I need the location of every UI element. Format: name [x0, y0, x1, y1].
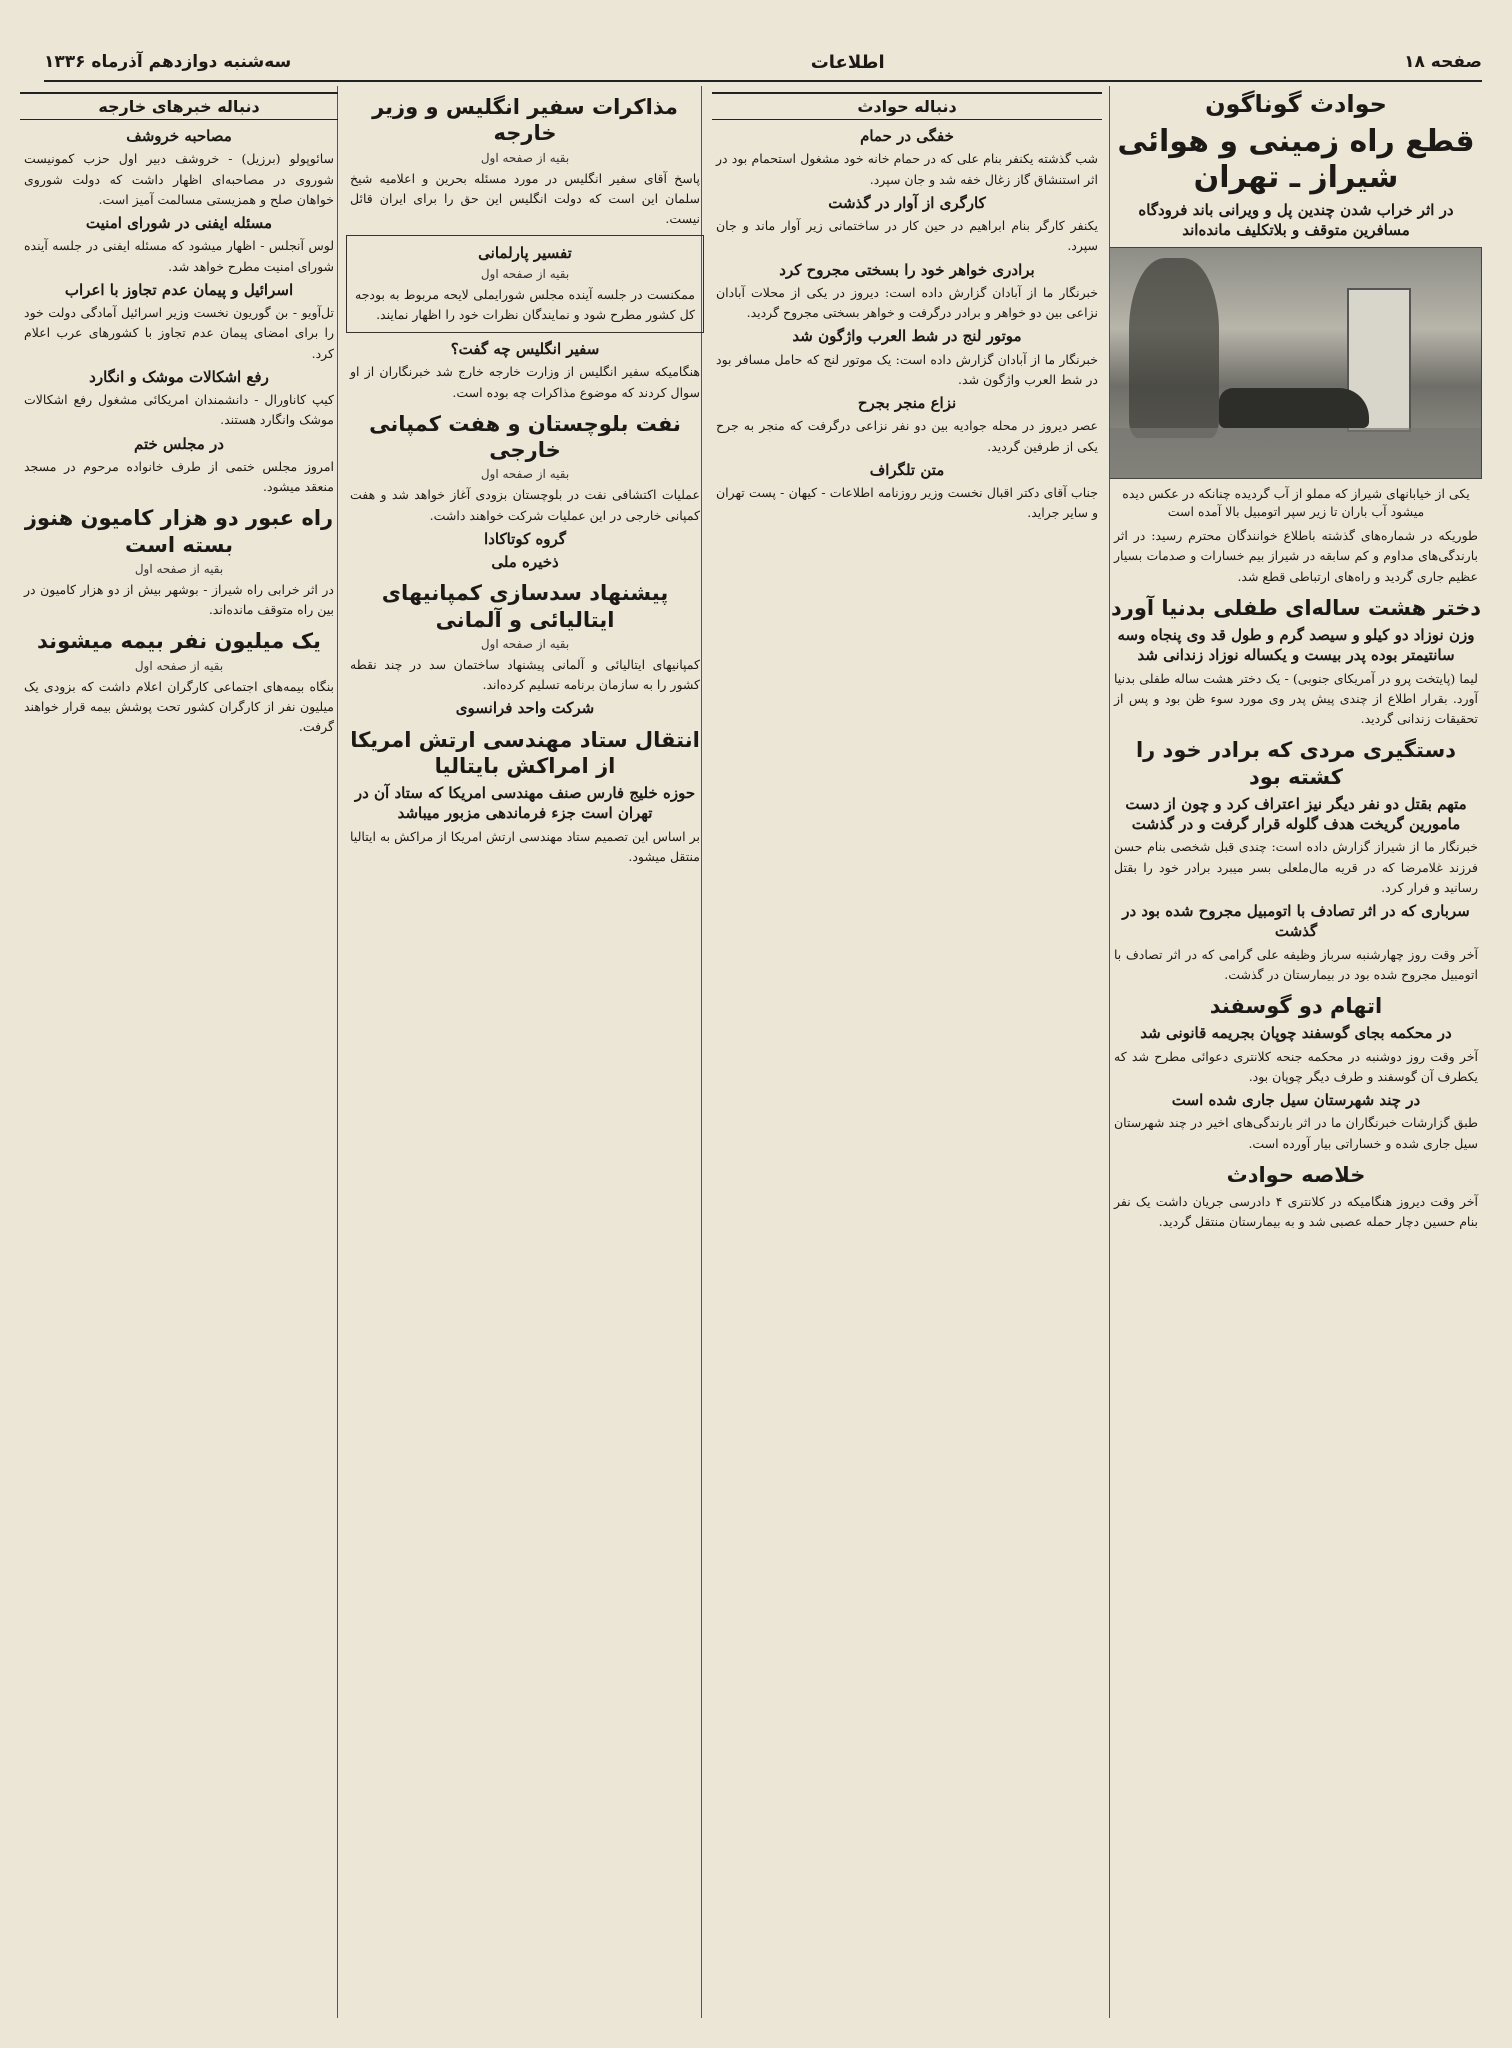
photo-water: [1110, 428, 1481, 478]
article-body: آخر وقت روز دوشنبه در محکمه جنحه کلانتری دعوائی مطرح شد که یکطرف آن گوسفند و طرف دیگر چوپان بود.: [1114, 1048, 1478, 1084]
headline-baluchistan-oil: نفت بلوچستان و هفت کمپانی خارجی: [369, 411, 681, 462]
article-body: عصر دیروز در محله جوادیه بین دو نفر نزاعی درگرفت که منجر به جرح یکی از طرفین گردید.: [716, 418, 1098, 454]
photo-caption: یکی از خیابانهای شیراز که مملو از آب گردیده چنانکه در عکس دیده میشود آب باران تا زیر سپر اتومبیل بالا آمده است: [1122, 485, 1470, 520]
continuation-note: بقیه از صفحه اول: [480, 467, 570, 482]
headline-trucks: راه عبور دو هزار کامیون هنوز بسته است: [24, 506, 334, 557]
headline-ifni: مسئله ایفنی در شورای امنیت: [85, 214, 273, 232]
article-body: بنگاه بیمه‌های اجتماعی کارگران اعلام داشت که بزودی یک میلیون نفر از کارگران کشور تحت پوشش بیمه قرار خواهند گرفت.: [24, 678, 334, 734]
continuation-note: بقیه از صفحه اول: [480, 636, 570, 651]
headline-arrest: دستگیری مردی که برادر خود را کشته بود: [1135, 738, 1457, 789]
headline-suffocation: خفگی در حمام: [860, 127, 954, 145]
column-continued-events: [712, 86, 1102, 527]
article-body: هنگامیکه سفیر انگلیس از وزارت خارجه خارج شد خبرنگاران از او سوال کردند که موضوع مذاکرات چه بوده است.: [350, 364, 700, 400]
subhead-eight-year-old: وزن نوزاد دو کیلو و سیصد گرم و طول قد وی پنجاه وسه سانتیمتر بوده پدر بیست و یکساله نوزاد زندانی شد: [1117, 626, 1475, 665]
section-title: دنباله خبرهای خارجه: [20, 92, 338, 120]
headline-two-sheep: اتهام دو گوسفند: [1209, 994, 1383, 1018]
article-body: لیما (پایتخت پرو در آمریکای جنوبی) - یک دختر هشت ساله طفلی بدنیا آورد. بقرار اطلاع از چندی پیش پدر وی مورد سوء ظن بود و پس از تحقیقات زندانی گردید.: [1114, 670, 1478, 726]
article-body: تل‌آویو - بن گوریون نخست وزیر اسرائیل آمادگی دولت خود را برای امضای پیمان عدم تجاوز با کشورهای عرب اعلام کرد.: [24, 305, 334, 361]
column-miscellaneous-news: [1110, 86, 1482, 1236]
masthead: [44, 44, 1482, 82]
subhead-french-company: شرکت واحد فرانسوی: [455, 699, 595, 718]
article-body: خبرنگار ما از آبادان گزارش داده است: یک موتور لنج که حامل مسافر بود در شط العرب واژگون شد.: [716, 351, 1098, 387]
headline-memorial: در مجلس ختم: [134, 434, 224, 453]
headline-ambassador-talks: مذاکرات سفیر انگلیس و وزیر خارجه: [372, 95, 678, 146]
headline-vanguard: رفع اشکالات موشک و انگارد: [89, 367, 269, 386]
subhead-arrest: متهم بقتل دو نفر دیگر نیز اعتراف کرد و چون از دست مامورین گریخت هدف گلوله قرار گرفت و در گذشت: [1125, 794, 1467, 833]
headline-brother-sister: برادری خواهر خود را بسختی مجروح کرد: [779, 260, 1035, 279]
subhead-two-sheep: در محکمه بجای گوسفند چوپان بجریمه قانونی شد: [1140, 1024, 1452, 1043]
headline-parliament: تفسیر پارلمانی: [478, 244, 572, 263]
headline-dam-proposal: پیشنهاد سدسازی کمپانیهای ایتالیائی و آلمانی: [381, 581, 669, 632]
headline-launch: موتور لنج در شط العرب واژگون شد: [792, 327, 1022, 346]
article-body: در اثر خرابی راه شیراز - بوشهر بیش از دو هزار کامیون در بین راه متوقف مانده‌اند.: [24, 581, 334, 617]
section-title: دنباله حوادث: [712, 92, 1102, 120]
headline-floods: در چند شهرستان سیل جاری شده است: [1171, 1091, 1421, 1109]
flood-photo: [1110, 247, 1482, 479]
article-body: آخر وقت دیروز هنگامیکه در کلانتری ۴ دادرسی جریان داشت یک نفر بنام حسین دچار حمله عصبی شد و به بیمارستان منتقل گردید.: [1114, 1194, 1478, 1230]
headline-telegram: متن تلگراف: [869, 460, 945, 479]
headline-shiraz-road: قطع راه زمینی و هوائی شیراز ـ تهران: [1117, 124, 1475, 195]
article-body: خبرنگار ما از شیراز گزارش داده است: چندی قبل شخصی بنام حسن فرزند غلامرضا که در قریه مال‌ملعلی بسر میبرد برادر خود را بقتل رسانید و فرار کرد.: [1114, 839, 1478, 895]
column-foreign-news: [20, 86, 338, 740]
article-body: کمپانیهای ایتالیائی و آلمانی پیشنهاد ساختمان سد در چند نقطه کشور را به سازمان برنامه تسلیم کرده‌اند.: [350, 656, 700, 692]
paper-name: اطلاعات: [810, 51, 885, 73]
headline-soldier-accident: سرباری که در اثر تصادف با اتومبیل مجروح شده بود در گذشت: [1122, 902, 1470, 941]
section-title: حوادث گوناگون: [1205, 90, 1387, 118]
article-body: جناب آقای دکتر اقبال نخست وزیر روزنامه اطلاعات - کیهان - پست تهران و سایر جراید.: [716, 485, 1098, 521]
subhead-shiraz-road: در اثر خراب شدن چندین پل و ویرانی باند فرودگاه مسافرین متوقف و بلاتکلیف مانده‌اند: [1138, 201, 1454, 240]
photo-tree: [1129, 258, 1219, 438]
article-body: بر اساس این تصمیم ستاد مهندسی ارتش امریکا از مراکش به ایتالیا منتقل میشود.: [350, 828, 700, 864]
article-body: لوس آنجلس - اظهار میشود که مسئله ایفنی در جلسه آینده شورای امنیت مطرح خواهد شد.: [24, 238, 334, 274]
article-body: ممکنست در جلسه آینده مجلس شورایملی لایحه مربوط به بودجه کل کشور مطرح شود و نمایندگان نظرات خود را اظهار نمایند.: [355, 286, 695, 322]
parliament-box: [346, 235, 704, 333]
article-body: شب گذشته یکنفر بنام علی که در حمام خانه خود مشغول استحمام بود در اثر استنشاق گاز زغال خفه شد و جان سپرد.: [716, 151, 1098, 187]
article-body: کیپ کاناورال - دانشمندان امریکائی مشغول رفع اشکالات موشک وانگارد هستند.: [24, 392, 334, 428]
headline-israel: اسرائیل و پیمان عدم تجاوز با اعراب: [64, 280, 294, 299]
subhead-army-engineers: حوزه خلیج فارس صنف مهندسی امریکا که ستاد آن در تهران است جزء فرماندهی مزبور میباشد: [354, 784, 696, 823]
column-politics: [346, 86, 704, 870]
photo-car: [1219, 388, 1369, 428]
article-body: عملیات اکتشافی نفت در بلوچستان بزودی آغاز خواهد شد و هفت کمپانی خارجی در این عملیات شرکت خواهند داشت.: [350, 487, 700, 523]
subhead-reserve: ذخیره ملی: [491, 553, 559, 571]
headline-insurance: یک میلیون نفر بیمه میشوند: [37, 629, 321, 654]
page-number: صفحه ۱۸: [1404, 52, 1482, 72]
article-body: آخر وقت روز چهارشنبه سرباز وظیفه علی گرامی که در اثر تصادف با اتومبیل مجروح شده بود در بیمارستان در گذشت.: [1114, 946, 1478, 982]
continuation-note: بقیه از صفحه اول: [134, 658, 224, 673]
headline-news-summary: خلاصه حوادث: [1226, 1162, 1366, 1187]
article-body: پاسخ آقای سفیر انگلیس در مورد مسئله بحرین و اعلامیه شیخ سلمان این است که دولت انگلیس این حق را برای ایران قائل نیست.: [350, 170, 700, 226]
article-body: امروز مجلس ختمی از طرف خانواده مرحوم در مسجد منعقد میشود.: [24, 458, 334, 494]
headline-khrushchev: مصاحبه خروشف: [126, 127, 232, 145]
article-body: سائوپولو (برزیل) - خروشف دبیر اول حزب کمونیست شوروی در مصاحبه‌ای اظهار داشت که دولت شوروی خواهان صلح و همزیستی مسالمت آمیز است.: [24, 151, 334, 207]
issue-date: سه‌شنبه دوازدهم آذرماه ۱۳۳۶: [44, 52, 292, 72]
headline-ambassador-said: سفیر انگلیس چه گفت؟: [450, 340, 600, 358]
continuation-note: بقیه از صفحه اول: [134, 561, 224, 576]
article-body: طبق گزارشات خبرنگاران ما در اثر بارندگی‌های اخیر در چند شهرستان سیل جاری شده و خساراتی بیار آورده است.: [1114, 1115, 1478, 1151]
headline-eight-year-old: دختر هشت ساله‌ای طفلی بدنیا آورد: [1110, 595, 1482, 620]
continuation-note: بقیه از صفحه اول: [480, 150, 570, 165]
article-body: طوریکه در شماره‌های گذشته باطلاع خوانندگان محترم رسید: در اثر بارندگی‌های مداوم و کم سابقه در شیراز بیم خسارات و صدمات بسیار عظیم جاری گردید و راه‌های ارتباطی قطع شد.: [1114, 528, 1478, 584]
continuation-note: بقیه از صفحه اول: [480, 266, 570, 281]
headline-army-engineers: انتقال ستاد مهندسی ارتش امریکا از امراکش بایتالیا: [350, 727, 700, 778]
article-body: خبرنگار ما از آبادان گزارش داده است: دیروز در یکی از محلات آبادان نزاعی بین دو خواهر و برادر درگرفت و خواهر بسختی مجروح گردید.: [716, 284, 1098, 320]
subhead-group: گروه کوتاکادا: [484, 529, 566, 548]
headline-fight: نزاع منجر بجرح: [857, 394, 957, 412]
headline-worker: کارگری از آوار در گذشت: [828, 193, 986, 212]
article-body: یکنفر کارگر بنام ابراهیم در حین کار در ساختمانی زیر آوار ماند و جان سپرد.: [716, 218, 1098, 254]
